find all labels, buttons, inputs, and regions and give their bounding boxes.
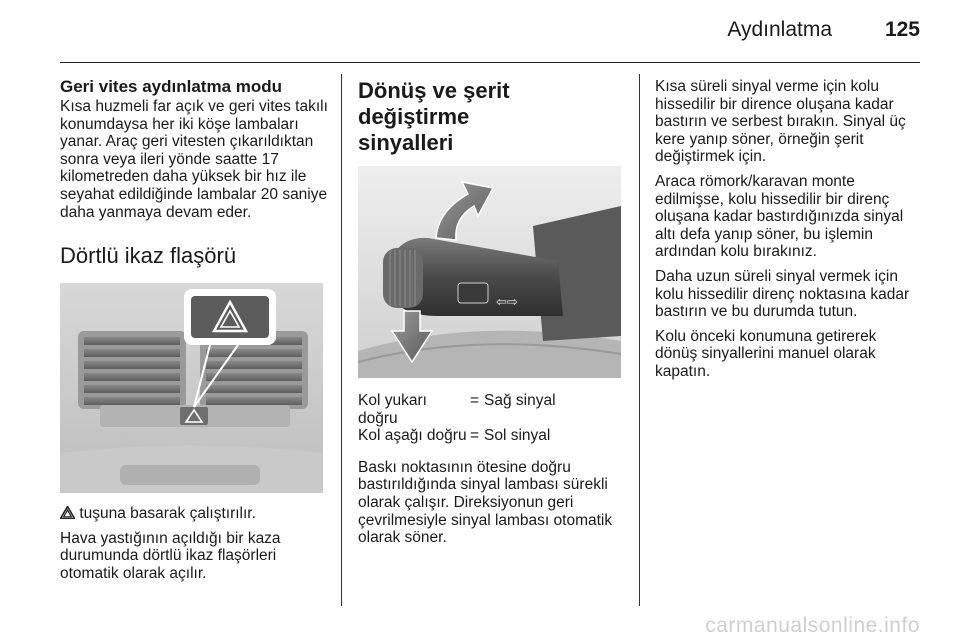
page-header-title: Aydınlatma [727,18,832,41]
paragraph-short-signal: Kısa süreli sinyal verme için kolu hissedilir bir dirence oluşana kadar bastırın ve serbest bırakın. Sinyal üç kere yanıp söner, örneğin şerit değiştirmek için. [655,78,906,166]
section-heading-turn-signals-line1: Dönüş ve şerit değiştirme [358,78,510,129]
legend-term: Kol yukarı doğru [358,392,427,427]
column-divider-1 [341,74,342,606]
hazard-triangle-icon [60,506,75,519]
column-3 [655,78,921,388]
column-2 [358,78,623,554]
legend-term: Kol aşağı doğru [358,427,467,445]
legend-row [358,427,621,445]
hazard-switch-figure [60,283,323,493]
legend-sep: = [470,427,480,445]
hazard-caption: tuşuna basarak çalıştırılır. [79,505,256,523]
paragraph-long-signal: Daha uzun süreli sinyal vermek için kolu hissedilir direnç noktasına kadar bastırın ve bu durumda tutun. [655,267,910,321]
legend-def: Sağ sinyal [484,392,556,409]
legend-def: Sol sinyal [484,427,551,445]
paragraph-reverse-lighting: Kısa huzmeli far açık ve geri vites takılı konumdaysa her iki köşe lambaları yanar. Araç geri vitesten çıkarıldıktan sonra veya ileri yönde saatte 17 kilometreden daha yüksek bir hız ile seyahat edildiğinde lambalar 20 saniye daha yanmaya devam eder. [60,98,328,221]
page-number: 125 [884,18,920,41]
header-rule [60,62,920,63]
paragraph-turn-signal-permanent: Baskı noktasının ötesine doğru bastırıldığında sinyal lambası sürekli olarak çalışır. Direksiyonun geri çevrilmesiyle sinyal lambası otomatik olarak söner. [358,458,613,547]
paragraph-hazard-airbag: Hava yastığının açıldığı bir kaza durumunda dörtlü ikaz flaşörleri otomatik olarak açılır. [60,529,281,582]
paragraph-trailer-signal: Araca römork/karavan monte edilmişse, kolu hissedilir bir direnç oluşana kadar bastırdığınızda sinyal altı defa yanıp söner, bu işlemin ardından kolu bırakınız. [655,172,904,261]
section-heading-reverse-lighting: Geri vites aydınlatma modu [60,77,283,96]
column-1 [60,78,328,590]
watermark: carmanualsonline.info [705,614,920,637]
column-divider-2 [639,74,640,606]
section-heading-turn-signals-line2: sinyalleri [358,130,454,155]
svg-text:⇦⇨: ⇦⇨ [496,295,518,310]
lever-legend [358,392,621,445]
section-heading-hazard: Dörtlü ikaz flaşörü [60,243,237,269]
paragraph-manual-off: Kolu önceki konumuna getirerek dönüş sinyallerini manuel olarak kapatın. [655,327,877,380]
legend-sep: = [470,392,480,409]
turn-signal-lever-figure [358,166,621,378]
legend-row [358,392,621,427]
